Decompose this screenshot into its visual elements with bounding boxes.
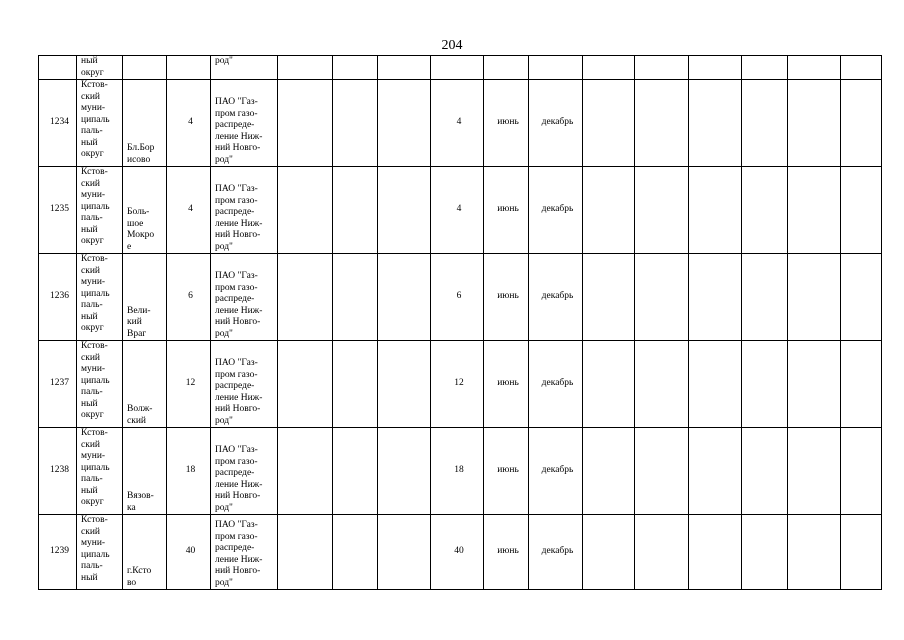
cell-empty — [378, 167, 431, 254]
cell-locality-line: шое — [127, 218, 144, 229]
cell-district-line: ский — [81, 439, 100, 450]
cell-org-line: пром газо- — [215, 282, 258, 293]
cell-district-line: муни- — [81, 364, 106, 374]
cell-locality-line: г.Ксто — [127, 566, 152, 576]
table-row — [39, 167, 882, 254]
cell-district-line: ципаль — [81, 288, 110, 299]
cell-start: июнь — [484, 254, 529, 341]
cell-org-line: распреде- — [215, 207, 255, 217]
cell-empty — [278, 515, 333, 590]
cell-district — [77, 80, 123, 167]
cell-district-line: муни- — [81, 451, 106, 461]
cell-end — [529, 56, 583, 80]
cell-empty — [689, 428, 742, 515]
cell-district-line: ципаль — [81, 114, 110, 125]
cell-org-line: ление Ниж- — [215, 131, 263, 142]
cell-empty — [583, 167, 635, 254]
cell-count: 4 — [167, 80, 211, 167]
cell-district-line: ный — [81, 137, 98, 148]
cell-empty — [689, 56, 742, 80]
cell-org-line: ПАО "Газ- — [215, 520, 258, 530]
cell-empty — [788, 56, 841, 80]
schedule-table — [38, 55, 882, 590]
cell-start: июнь — [484, 515, 529, 590]
cell-empty — [378, 341, 431, 428]
cell-org-line: ление Ниж- — [215, 392, 263, 403]
cell-locality-line: Боль- — [127, 207, 150, 217]
cell-locality — [123, 428, 167, 515]
cell-district-line: Кстов- — [81, 80, 108, 90]
cell-locality-line: е — [127, 241, 132, 252]
cell-district-line: муни- — [81, 277, 106, 287]
cell-empty — [841, 56, 882, 80]
cell-empty — [635, 254, 689, 341]
cell-org-line: род" — [215, 577, 233, 588]
cell-empty — [689, 341, 742, 428]
cell-empty — [689, 254, 742, 341]
cell-empty — [788, 515, 841, 590]
cell-org — [211, 428, 278, 515]
cell-num — [39, 56, 77, 80]
cell-empty — [788, 167, 841, 254]
cell-start: июнь — [484, 167, 529, 254]
cell-locality — [123, 341, 167, 428]
cell-empty — [378, 428, 431, 515]
cell-empty — [378, 80, 431, 167]
cell-district-line: ный — [81, 572, 98, 583]
cell-count2: 12 — [431, 341, 484, 428]
cell-count2: 6 — [431, 254, 484, 341]
cell-locality — [123, 167, 167, 254]
cell-locality-line: Враг — [127, 328, 147, 339]
cell-empty — [333, 167, 378, 254]
cell-org-line: род" — [215, 328, 233, 339]
cell-empty — [278, 254, 333, 341]
table-row — [39, 341, 882, 428]
cell-count: 12 — [167, 341, 211, 428]
cell-district-line: ский — [81, 265, 100, 276]
cell-org-line: распреде- — [215, 294, 255, 304]
continuation-row — [39, 56, 882, 80]
cell-empty — [742, 341, 788, 428]
cell-org — [211, 254, 278, 341]
cell-num: 1239 — [39, 515, 77, 590]
cell-end: декабрь — [529, 167, 583, 254]
cell-empty — [278, 80, 333, 167]
cell-locality-line: кий — [127, 317, 142, 327]
cell-org-line: ний Новго- — [215, 491, 261, 501]
cell-empty — [583, 515, 635, 590]
cell-empty — [635, 80, 689, 167]
cell-org-line: пром газо- — [215, 108, 258, 119]
cell-org-line: род" — [215, 241, 233, 252]
cell-org-line: ПАО "Газ- — [215, 358, 258, 368]
cell-district-line: округ — [81, 323, 104, 333]
cell-empty — [333, 428, 378, 515]
cell-org-line: ПАО "Газ- — [215, 445, 258, 455]
cell-org-line: род" — [215, 415, 233, 426]
table-row — [39, 515, 882, 590]
cell-org — [211, 341, 278, 428]
cell-empty — [788, 428, 841, 515]
cell-district-line: ский — [81, 526, 100, 537]
cell-num: 1238 — [39, 428, 77, 515]
cell-empty — [378, 56, 431, 80]
cell-empty — [841, 428, 882, 515]
cell-district-line: ципаль — [81, 462, 110, 473]
page-number: 204 — [441, 38, 463, 53]
cell-empty — [333, 515, 378, 590]
cell-district-line: муни- — [81, 103, 106, 113]
cell-num: 1235 — [39, 167, 77, 254]
cell-district-line: муни- — [81, 538, 106, 548]
cell-district-line: муни- — [81, 190, 106, 200]
cell-count2: 18 — [431, 428, 484, 515]
table-row — [39, 254, 882, 341]
cell-count2: 4 — [431, 80, 484, 167]
cell-org-line: ПАО "Газ- — [215, 271, 258, 281]
cell-start: июнь — [484, 428, 529, 515]
cell-org-line: пром газо- — [215, 195, 258, 206]
cell-district-line: ский — [81, 352, 100, 363]
cell-org-line: род" — [215, 502, 233, 513]
cell-district-line: паль- — [81, 126, 103, 136]
cell-end: декабрь — [529, 341, 583, 428]
cell-org — [211, 167, 278, 254]
table-row — [39, 80, 882, 167]
cell-num: 1234 — [39, 80, 77, 167]
cell-empty — [333, 254, 378, 341]
cell-district-line: паль- — [81, 387, 103, 397]
cell-district-line: округ — [81, 497, 104, 507]
cell-empty — [788, 254, 841, 341]
cell-locality-line: Мокро — [127, 230, 155, 240]
cell-empty — [742, 254, 788, 341]
cell-org-line: пром газо- — [215, 531, 258, 542]
cell-district-line: округ — [81, 149, 104, 159]
cell-empty — [841, 515, 882, 590]
cell-empty — [378, 515, 431, 590]
table-body — [39, 56, 882, 590]
cell-empty — [583, 56, 635, 80]
cell-empty — [333, 80, 378, 167]
cell-district-line: ципаль — [81, 375, 110, 386]
cell-count: 40 — [167, 515, 211, 590]
cell-district-line: ный — [81, 224, 98, 235]
cell-district-line: паль- — [81, 213, 103, 223]
cell-end: декабрь — [529, 80, 583, 167]
cell-district — [77, 515, 123, 590]
cell-empty — [742, 428, 788, 515]
cell-district-line: Кстов- — [81, 341, 108, 351]
cell-empty — [635, 56, 689, 80]
cell-org-line: ний Новго- — [215, 317, 261, 327]
cell-district-line: округ — [81, 410, 104, 420]
cell-org — [211, 80, 278, 167]
cell-end: декабрь — [529, 428, 583, 515]
cell-org-line: ление Ниж- — [215, 479, 263, 490]
cell-district-line: Кстов- — [81, 428, 108, 438]
cell-empty — [788, 80, 841, 167]
cell-locality-line: Волж- — [127, 404, 153, 414]
cell-locality — [123, 515, 167, 590]
cell-district-line: паль- — [81, 561, 103, 571]
cell-locality-line: ка — [127, 502, 136, 513]
cell-end: декабрь — [529, 254, 583, 341]
cell-start: июнь — [484, 80, 529, 167]
cell-district-line: ципаль — [81, 549, 110, 560]
cell-empty — [583, 254, 635, 341]
cell-count — [167, 56, 211, 80]
cell-locality-line: Бл.Бор — [127, 143, 155, 153]
cell-empty — [635, 167, 689, 254]
cell-org-line: ний Новго- — [215, 230, 261, 240]
cell-empty — [333, 341, 378, 428]
cell-org-line: ление Ниж- — [215, 218, 263, 229]
cell-district-line: округ — [81, 236, 104, 246]
cell-empty — [278, 341, 333, 428]
cell-empty — [278, 56, 333, 80]
cell-org-line: ний Новго- — [215, 566, 261, 576]
cell-org-line: распреде- — [215, 468, 255, 478]
cell-empty — [378, 254, 431, 341]
cell-district-line: ский — [81, 91, 100, 102]
cell-empty — [333, 56, 378, 80]
cell-count2 — [431, 56, 484, 80]
cell-org-line: распреде- — [215, 381, 255, 391]
cell-org — [211, 515, 278, 590]
cell-district-line: ный — [81, 485, 98, 496]
cell-end: декабрь — [529, 515, 583, 590]
cell-empty — [689, 80, 742, 167]
cell-empty — [742, 167, 788, 254]
cell-org-line: ПАО "Газ- — [215, 184, 258, 194]
table-row — [39, 428, 882, 515]
cell-district-line: Кстов- — [81, 515, 108, 525]
cell-count: 18 — [167, 428, 211, 515]
cell-org-line: пром газо- — [215, 369, 258, 380]
cell-empty — [841, 254, 882, 341]
cell-empty — [278, 167, 333, 254]
cell-empty — [742, 80, 788, 167]
cell-district-line: ный — [81, 311, 98, 322]
cell-district-line: паль- — [81, 300, 103, 310]
cell-district — [77, 167, 123, 254]
cell-count2: 40 — [431, 515, 484, 590]
cell-district-line: паль- — [81, 474, 103, 484]
cell-num: 1237 — [39, 341, 77, 428]
cell-empty — [278, 428, 333, 515]
cell-district-line: ципаль — [81, 201, 110, 212]
cell-district: ный округ — [77, 56, 123, 80]
cell-count: 4 — [167, 167, 211, 254]
cell-locality — [123, 254, 167, 341]
cell-district-line: ский — [81, 178, 100, 189]
cell-district-line: Кстов- — [81, 167, 108, 177]
cell-org-line: пром газо- — [215, 456, 258, 467]
cell-count2: 4 — [431, 167, 484, 254]
cell-empty — [635, 341, 689, 428]
cell-locality — [123, 56, 167, 80]
cell-district-line: ный — [81, 398, 98, 409]
cell-empty — [788, 341, 841, 428]
cell-empty — [689, 515, 742, 590]
cell-empty — [689, 167, 742, 254]
cell-org-line: род" — [215, 154, 233, 165]
cell-district — [77, 341, 123, 428]
cell-district-line: Кстов- — [81, 254, 108, 264]
cell-count: 6 — [167, 254, 211, 341]
cell-district — [77, 428, 123, 515]
cell-num: 1236 — [39, 254, 77, 341]
cell-empty — [841, 167, 882, 254]
cell-start: июнь — [484, 341, 529, 428]
cell-empty — [841, 341, 882, 428]
cell-locality-line: Вели- — [127, 305, 151, 316]
cell-locality — [123, 80, 167, 167]
cell-empty — [742, 515, 788, 590]
cell-locality-line: во — [127, 577, 137, 588]
cell-org-line: ПАО "Газ- — [215, 97, 258, 107]
cell-org-line: ление Ниж- — [215, 305, 263, 316]
cell-org-line: распреде- — [215, 543, 255, 553]
cell-org-line: ний Новго- — [215, 143, 261, 153]
cell-start — [484, 56, 529, 80]
cell-locality-line: исово — [127, 154, 151, 165]
cell-locality-line: Вязов- — [127, 491, 154, 501]
cell-org-line: распреде- — [215, 120, 255, 130]
cell-empty — [583, 80, 635, 167]
cell-empty — [583, 428, 635, 515]
cell-empty — [583, 341, 635, 428]
cell-org: род" — [211, 56, 278, 80]
cell-empty — [635, 428, 689, 515]
cell-district — [77, 254, 123, 341]
cell-empty — [841, 80, 882, 167]
cell-org-line: ление Ниж- — [215, 554, 263, 565]
cell-empty — [742, 56, 788, 80]
cell-empty — [635, 515, 689, 590]
cell-locality-line: ский — [127, 415, 146, 426]
cell-org-line: ний Новго- — [215, 404, 261, 414]
